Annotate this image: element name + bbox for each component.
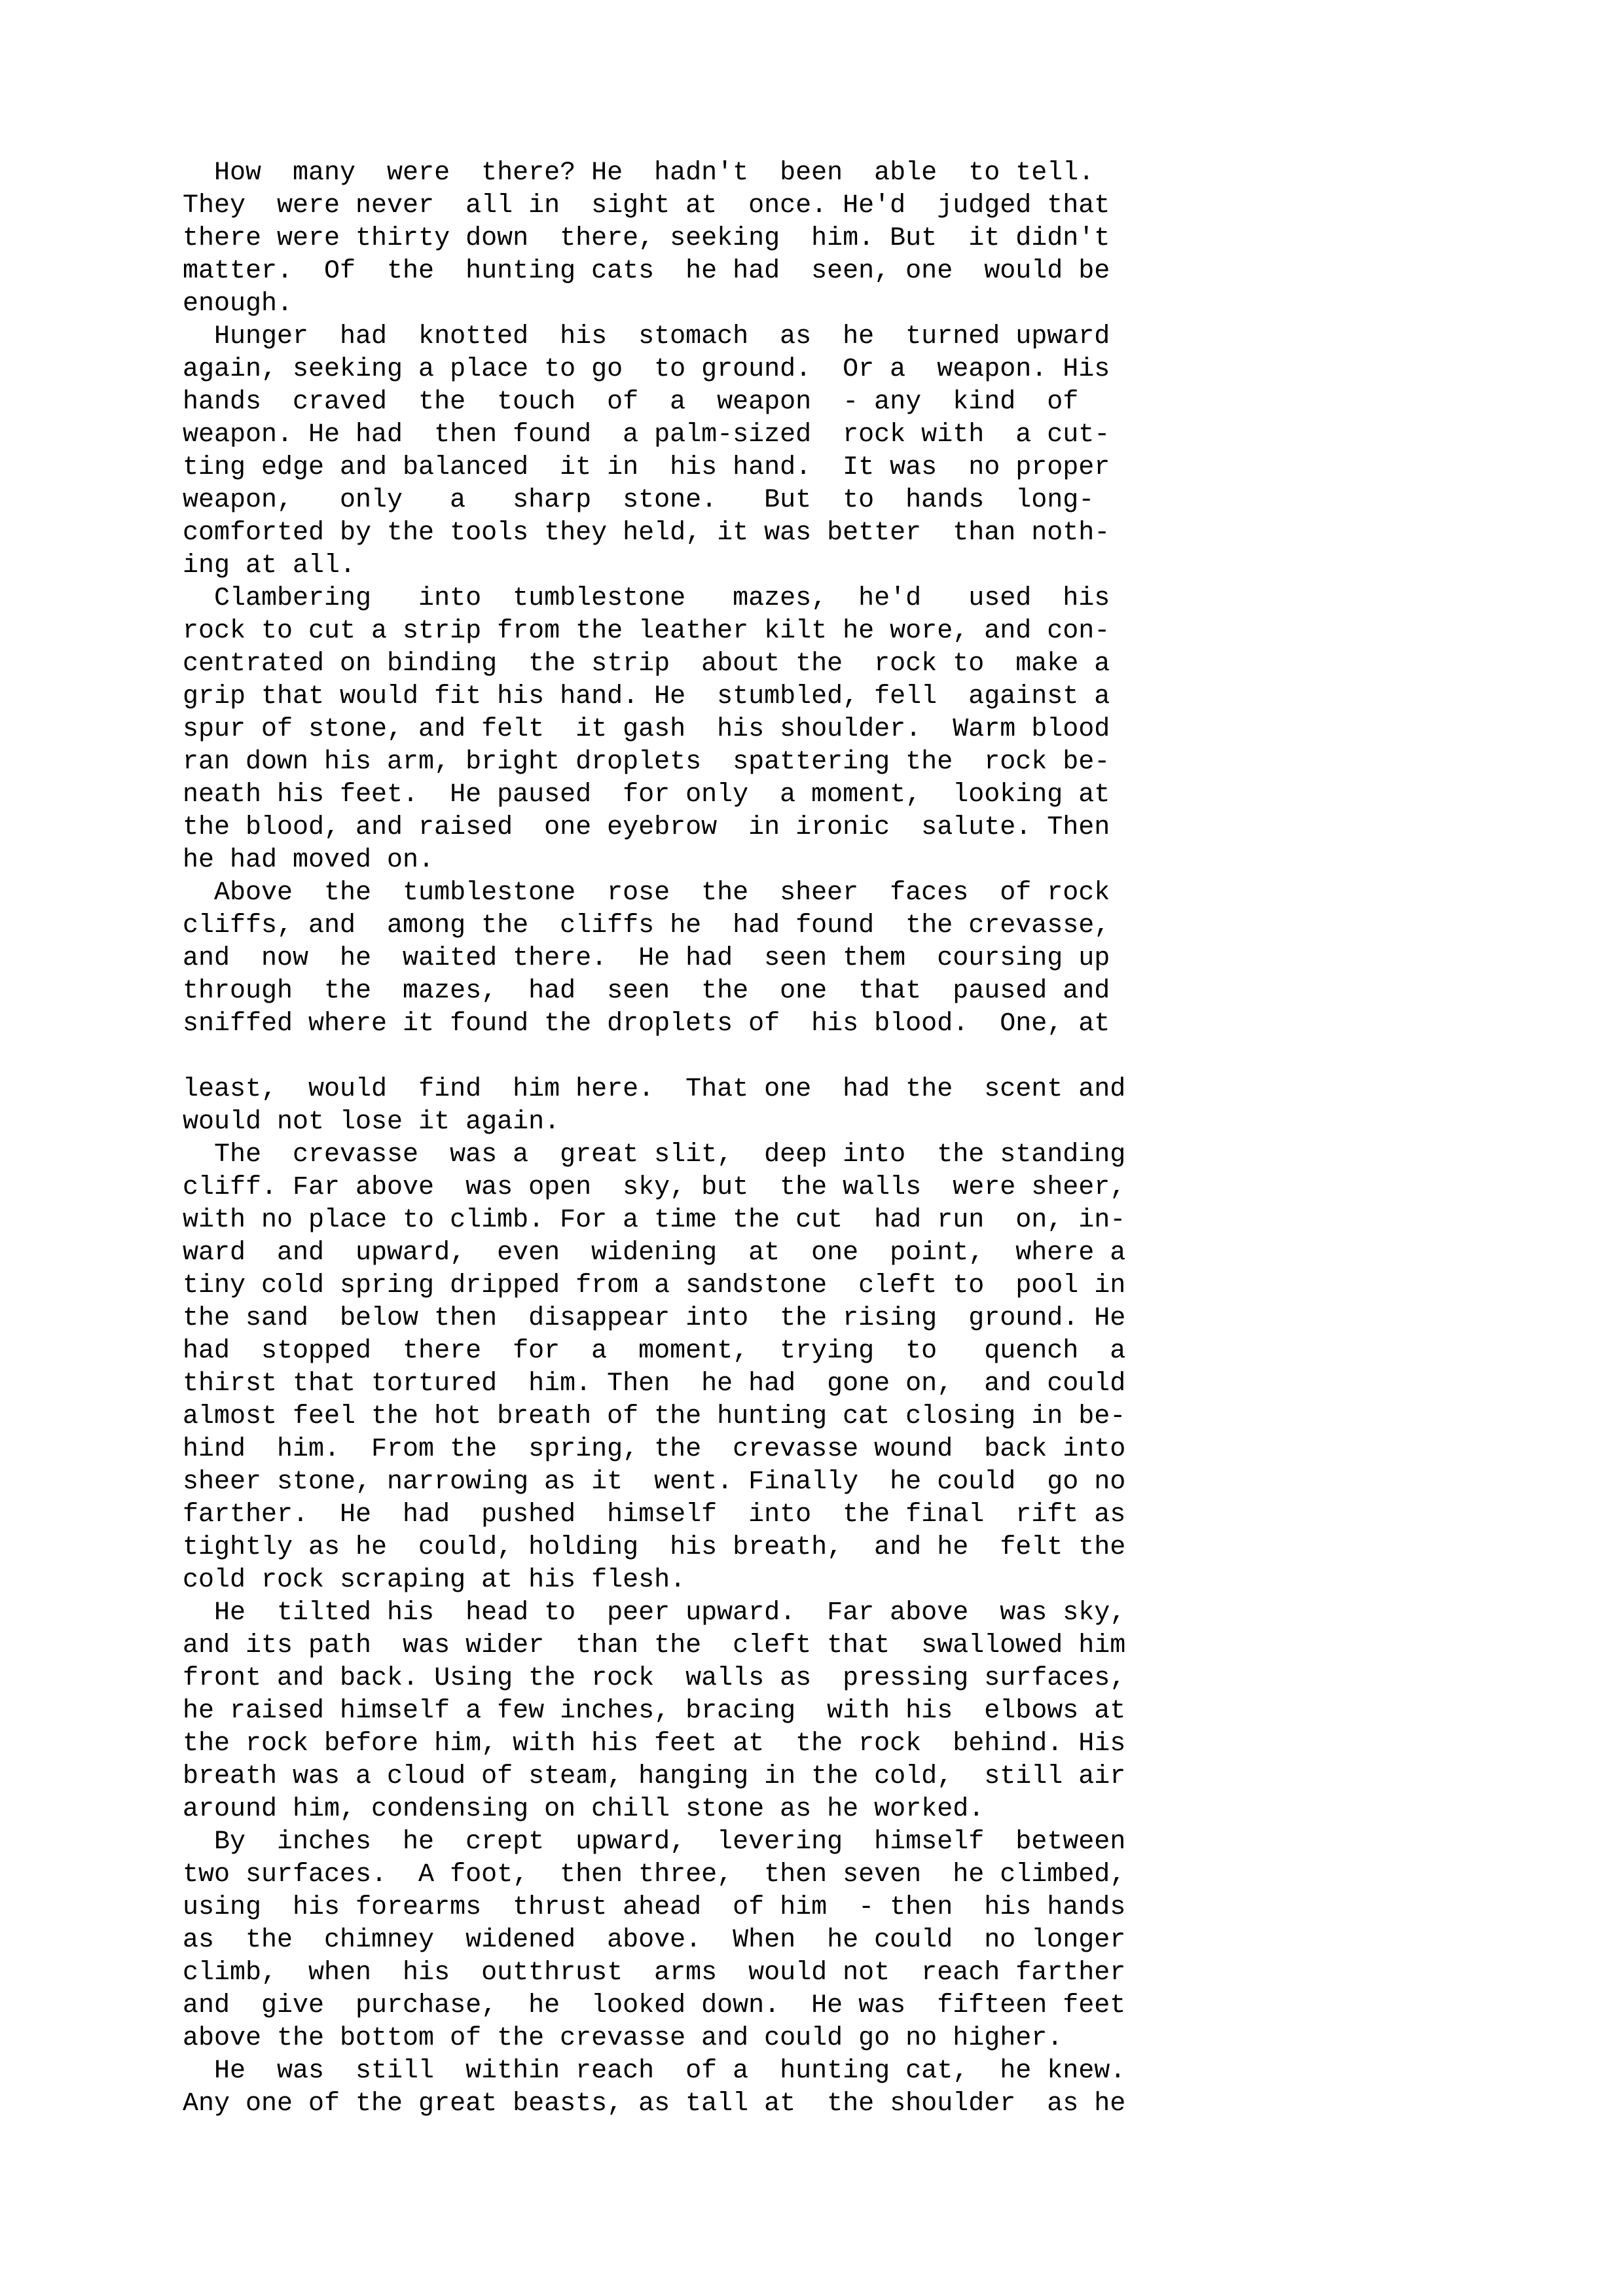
- text-line: Hunger had knotted his stomach as he turned upward: [183, 322, 1110, 351]
- text-line: The crevasse was a great slit, deep into the standing: [183, 1140, 1126, 1170]
- text-line: again, seeking a place to go to ground. Or a weapon. His: [183, 355, 1110, 384]
- text-line: almost feel the hot breath of the hunting cat closing in be-: [183, 1402, 1126, 1431]
- text-line: and now he waited there. He had seen them coursing up: [183, 944, 1110, 973]
- text-line: the rock before him, with his feet at the rock behind. His: [183, 1729, 1126, 1759]
- text-line: around him, condensing on chill stone as he worked.: [183, 1795, 985, 1824]
- text-line: there were thirty down there, seeking him. But it didn't: [183, 224, 1110, 253]
- text-line: comforted by the tools they held, it was better than noth-: [183, 518, 1110, 548]
- text-line: cliffs, and among the cliffs he had found the crevasse,: [183, 911, 1110, 941]
- text-line: weapon, only a sharp stone. But to hands long-: [183, 486, 1095, 515]
- text-line: tightly as he could, holding his breath, and he felt the: [183, 1533, 1126, 1562]
- text-line: and give purchase, he looked down. He was fifteen feet: [183, 1991, 1126, 2020]
- text-line: he raised himself a few inches, bracing with his elbows at: [183, 1696, 1126, 1726]
- text-line: ting edge and balanced it in his hand. It was no proper: [183, 453, 1110, 482]
- text-line: Clambering into tumblestone mazes, he'd used his: [183, 584, 1110, 613]
- text-line: farther. He had pushed himself into the final rift as: [183, 1500, 1126, 1530]
- text-line: he had moved on.: [183, 846, 435, 875]
- text-line: hands craved the touch of a weapon - any kind of: [183, 387, 1079, 417]
- text-line: grip that would fit his hand. He stumbled, fell against a: [183, 682, 1110, 711]
- text-line: front and back. Using the rock walls as pressing surfaces,: [183, 1664, 1126, 1693]
- text-line: Any one of the great beasts, as tall at the shoulder as he: [183, 2089, 1126, 2119]
- text-line: ing at all.: [183, 551, 356, 581]
- text-line: They were never all in sight at once. He'd judged that: [183, 191, 1110, 221]
- text-line: He tilted his head to peer upward. Far above was sky,: [183, 1598, 1126, 1628]
- text-line: matter. Of the hunting cats he had seen, one would be: [183, 257, 1110, 286]
- text-line: as the chimney widened above. When he could no longer: [183, 1926, 1126, 1955]
- text-line: weapon. He had then found a palm-sized rock with a cut-: [183, 420, 1110, 450]
- text-line: and its path was wider than the cleft that swallowed him: [183, 1631, 1126, 1660]
- text-line: had stopped there for a moment, trying to quench a: [183, 1336, 1126, 1366]
- text-line: sheer stone, narrowing as it went. Finally he could go no: [183, 1467, 1126, 1497]
- text-line: centrated on binding the strip about the rock to make a: [183, 649, 1110, 679]
- text-line: Above the tumblestone rose the sheer faces of rock: [183, 878, 1110, 908]
- text-line: cold rock scraping at his flesh.: [183, 1566, 686, 1595]
- text-line: above the bottom of the crevasse and could go no higher.: [183, 2024, 1063, 2053]
- text-line: thirst that tortured him. Then he had gone on, and could: [183, 1369, 1126, 1399]
- text-line: How many were there? He hadn't been able to tell.: [183, 158, 1095, 188]
- text-line: sniffed where it found the droplets of his blood. One, at: [183, 1009, 1110, 1039]
- text-block-lower: [183, 1073, 1165, 2121]
- text-line: the sand below then disappear into the rising ground. He: [183, 1304, 1126, 1333]
- text-line: cliff. Far above was open sky, but the walls were sheer,: [183, 1173, 1126, 1202]
- text-line: two surfaces. A foot, then three, then seven he climbed,: [183, 1860, 1126, 1890]
- text-line: ward and upward, even widening at one point, where a: [183, 1238, 1126, 1268]
- text-line: through the mazes, had seen the one that paused and: [183, 977, 1110, 1006]
- text-line: He was still within reach of a hunting cat, he knew.: [183, 2056, 1126, 2086]
- text-line: tiny cold spring dripped from a sandstone cleft to pool in: [183, 1271, 1126, 1300]
- text-line: breath was a cloud of steam, hanging in the cold, still air: [183, 1762, 1126, 1791]
- text-line: the blood, and raised one eyebrow in ironic salute. Then: [183, 813, 1110, 842]
- text-block-upper: [183, 157, 1165, 1041]
- text-line: ran down his arm, bright droplets spattering the rock be-: [183, 747, 1110, 777]
- text-line: enough.: [183, 289, 293, 319]
- text-line: neath his feet. He paused for only a moment, looking at: [183, 780, 1110, 810]
- text-line: hind him. From the spring, the crevasse wound back into: [183, 1435, 1126, 1464]
- text-line: with no place to climb. For a time the cut had run on, in-: [183, 1206, 1126, 1235]
- text-line: rock to cut a strip from the leather kilt he wore, and con-: [183, 617, 1110, 646]
- text-line: spur of stone, and felt it gash his shoulder. Warm blood: [183, 715, 1110, 744]
- text-line: would not lose it again.: [183, 1107, 560, 1137]
- text-line: climb, when his outthrust arms would not reach farther: [183, 1958, 1126, 1988]
- text-line: By inches he crept upward, levering himself between: [183, 1827, 1126, 1857]
- text-line: least, would find him here. That one had the scent and: [183, 1075, 1126, 1104]
- text-line: using his forearms thrust ahead of him - then his hands: [183, 1893, 1126, 1922]
